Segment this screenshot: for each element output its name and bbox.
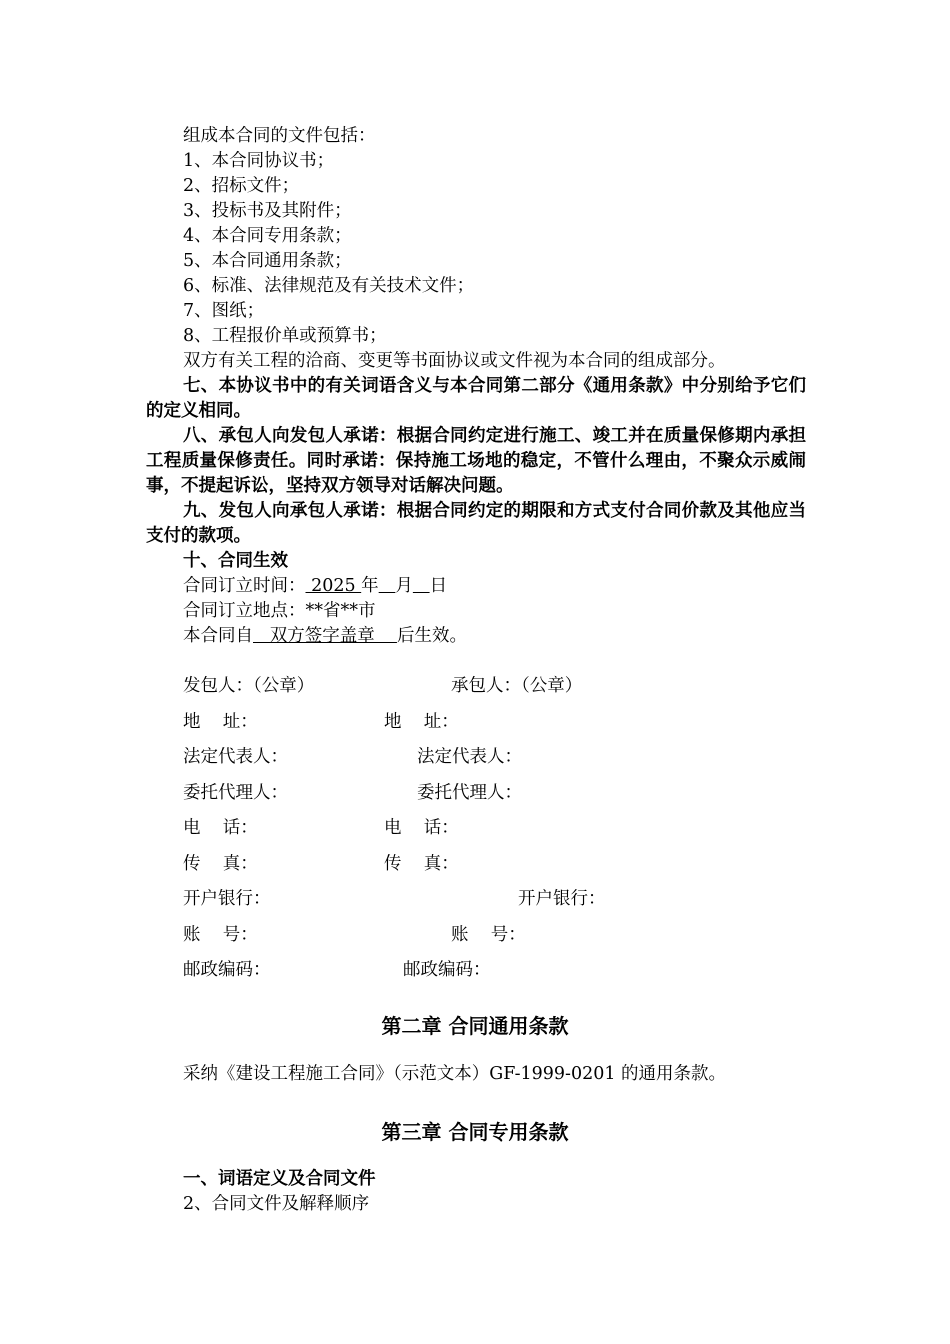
employer-fax: 传 真： — [183, 854, 258, 874]
clause-seven: 七、本协议书中的有关词语含义与本合同第二部分《通用条款》中分别给予它们的定义相同。 — [146, 376, 806, 421]
effective-from-label: 本合同自 — [183, 626, 253, 646]
contract-year: 2025 — [305, 576, 362, 596]
contractor-seal: 承包人：（公章） — [451, 676, 583, 696]
clause-eight: 八、承包人向发包人承诺：根据合同约定进行施工、竣工并在质量保修期内承担工程质量保修责任。同时承诺：保持施工场地的稳定，不管什么理由，不聚众示威闹事，不提起诉讼，坚持双方领导对话解决问题。 — [146, 426, 806, 496]
contract-effective — [183, 624, 467, 649]
contractor-postcode: 邮政编码： — [403, 960, 491, 980]
contractor-agent: 委托代理人： — [417, 783, 522, 803]
doc-item: 2、招标文件； — [183, 176, 300, 196]
chapter3-title: 第三章 合同专用条款 — [381, 1120, 569, 1144]
doc-item: 8、工程报价单或预算书； — [183, 326, 387, 346]
employer-postcode: 邮政编码： — [183, 960, 271, 980]
doc-item: 4、本合同专用条款； — [183, 226, 352, 246]
contract-time-label: 合同订立时间： — [183, 576, 306, 596]
contract-place-value: **省**市 — [305, 601, 376, 621]
employer-account: 账 号： — [183, 925, 258, 945]
contractor-phone: 电 话： — [384, 818, 459, 838]
doc-item: 5、本合同通用条款； — [183, 251, 352, 271]
doc-item: 6、标准、法律规范及有关技术文件； — [183, 276, 475, 296]
chapter3-section1: 一、词语定义及合同文件 — [183, 1169, 376, 1189]
clause-nine: 九、发包人向承包人承诺：根据合同约定的期限和方式支付合同价款及其他应当支付的款项。 — [146, 501, 806, 546]
employer-bank: 开户银行： — [183, 889, 271, 909]
effective-from-value: 双方签字盖章 — [253, 626, 397, 646]
chapter3-item2: 2、合同文件及解释顺序 — [183, 1194, 370, 1214]
day-blank — [413, 576, 430, 596]
contractor-address: 地 址： — [384, 712, 459, 732]
contractor-bank: 开户银行： — [518, 889, 606, 909]
chapter2-text: 采纳《建设工程施工合同》（示范文本）GF-1999-0201 的通用条款。 — [183, 1064, 727, 1084]
month-char: 月 — [395, 576, 413, 596]
day-char: 日 — [429, 576, 448, 596]
contract-place — [183, 599, 376, 624]
contract-place-label: 合同订立地点： — [183, 601, 306, 621]
doc-item: 7、图纸； — [183, 301, 265, 321]
month-blank — [379, 576, 396, 596]
contractor-legal-rep: 法定代表人： — [417, 747, 522, 767]
contractor-account: 账 号： — [451, 925, 526, 945]
contract-docs-intro: 组成本合同的文件包括： — [183, 126, 376, 146]
contract-docs-note: 双方有关工程的洽商、变更等书面协议或文件视为本合同的组成部分。 — [183, 351, 726, 371]
doc-item: 1、本合同协议书； — [183, 151, 335, 171]
employer-phone: 电 话： — [183, 818, 258, 838]
clause-ten-title: 十、合同生效 — [183, 551, 288, 571]
employer-address: 地 址： — [183, 712, 258, 732]
effective-after: 后生效。 — [396, 626, 467, 646]
employer-agent: 委托代理人： — [183, 783, 288, 803]
chapter2-title: 第二章 合同通用条款 — [381, 1014, 569, 1038]
contractor-fax: 传 真： — [384, 854, 459, 874]
employer-seal: 发包人：（公章） — [183, 676, 315, 696]
contract-time — [183, 574, 447, 599]
employer-legal-rep: 法定代表人： — [183, 747, 288, 767]
doc-item: 3、投标书及其附件； — [183, 201, 352, 221]
year-char: 年 — [361, 576, 379, 596]
